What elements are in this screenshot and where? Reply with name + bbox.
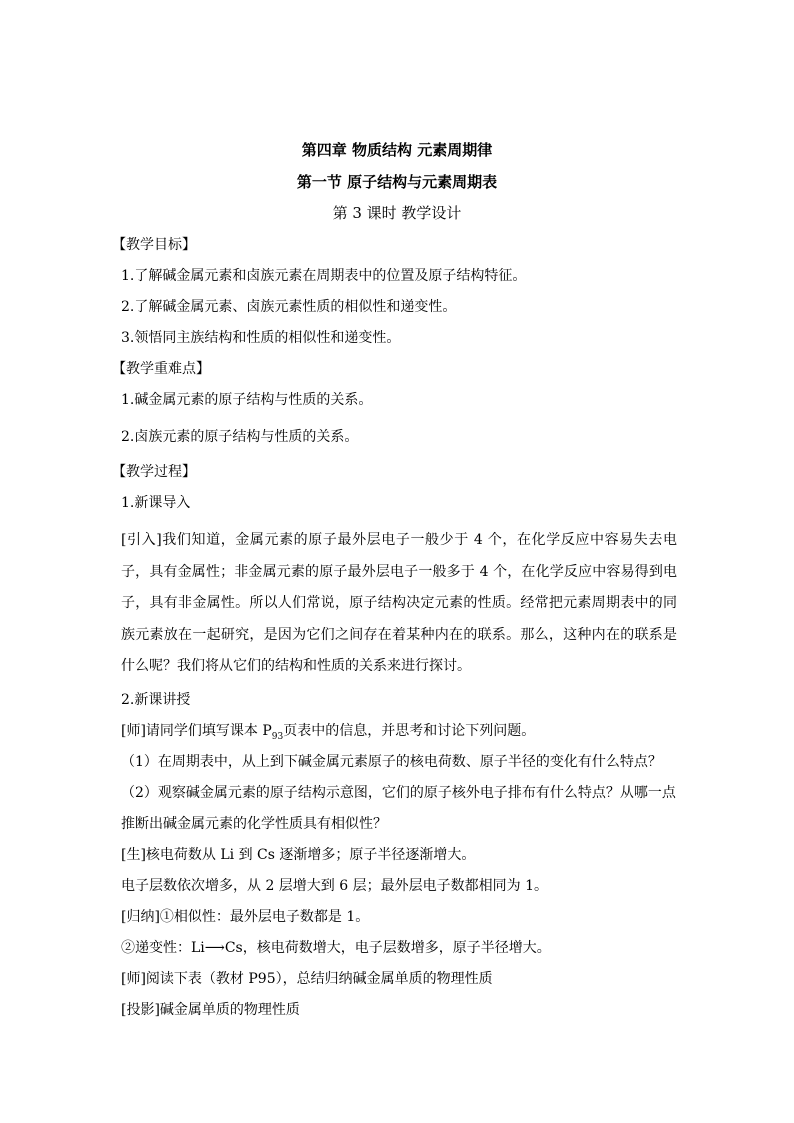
summary-gradation: ②递变性：Li⟶Cs，核电荷数增大，电子层数增多，原子半径增大。	[121, 940, 551, 956]
teacher-instruction-text-end: 页表中的信息，并思考和讨论下列问题。	[283, 723, 536, 739]
process-heading: 【教学过程】	[112, 464, 196, 480]
summary-similarity: [归纳]①相似性：最外层电子数都是 1。	[121, 909, 370, 925]
step-new-lesson-intro: 1.新课导入	[121, 495, 191, 511]
key-points-heading: 【教学重难点】	[112, 361, 210, 377]
lesson-title: 第 3 课时 教学设计	[332, 204, 462, 222]
objectives-heading: 【教学目标】	[112, 237, 196, 253]
chapter-title: 第四章 物质结构 元素周期律	[301, 141, 493, 159]
objective-item: 2.了解碱金属元素、卤族元素性质的相似性和递变性。	[121, 299, 457, 315]
teacher-reading-task: [师]阅读下表（教材 P95），总结归纳碱金属单质的物理性质	[121, 971, 493, 987]
intro-paragraph: [引入]我们知道，金属元素的原子最外层电子一般少于 4 个，在化学反应中容易失去电子，具有金属性；非金属元素的原子最外层电子一般多于 4 个，在化学反应中容易得到电子，具有非金属性。所以人们常说，原子结构决定元素的性质。经常把元素周期表中的同族元素放在一起研究，是因为它们之间存在着某种内在的联系。那么，这种内在的联系是什么呢？我们将从它们的结构和性质的关系来进行探讨。	[121, 532, 677, 674]
question-1: （1）在周期表中，从上到下碱金属元素原子的核电荷数、原子半径的变化有什么特点？	[121, 754, 662, 770]
key-point-item: 2.卤族元素的原子结构与性质的关系。	[121, 429, 359, 445]
key-point-item: 1.碱金属元素的原子结构与性质的关系。	[121, 392, 373, 408]
step-new-lesson-teaching: 2.新课讲授	[121, 692, 191, 708]
question-2-line-1: （2）观察碱金属元素的原子结构示意图，它们的原子核外电子排布有什么特点？从哪一点	[121, 785, 676, 801]
student-answer-2: 电子层数依次增多，从 2 层增大到 6 层；最外层电子数都相同为 1。	[121, 878, 548, 894]
teacher-instruction	[121, 722, 535, 740]
section-title: 第一节 原子结构与元素周期表	[296, 173, 498, 191]
student-answer-1: [生]核电荷数从 Li 到 Cs 逐渐增多；原子半径逐渐增大。	[121, 847, 476, 863]
teacher-instruction-text: [师]请同学们填写课本 P	[121, 723, 272, 739]
page-subscript: 93	[271, 731, 284, 742]
objective-item: 3.领悟同主族结构和性质的相似性和递变性。	[121, 330, 401, 346]
objective-item: 1.了解碱金属元素和卤族元素在周期表中的位置及原子结构特征。	[121, 268, 527, 284]
question-2-line-2: 推断出碱金属元素的化学性质具有相似性？	[121, 816, 387, 832]
projection-title: [投影]碱金属单质的物理性质	[121, 1002, 300, 1018]
